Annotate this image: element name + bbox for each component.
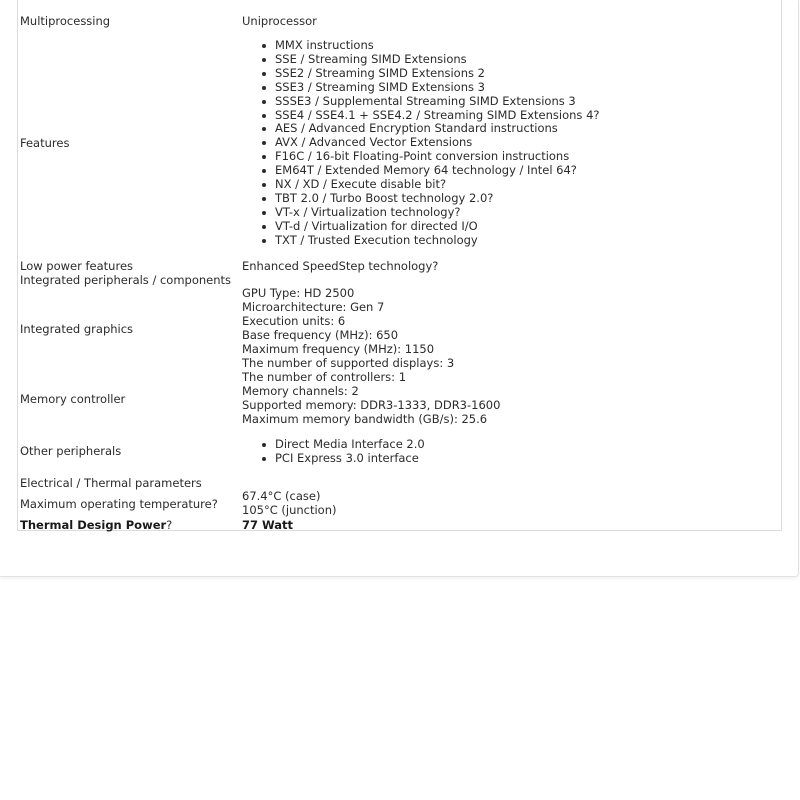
row-label: Integrated graphics [20,322,134,336]
row-label: Other peripherals [20,444,122,458]
graphics-displays: The number of supported displays: 3 [242,355,455,370]
list-item: AVX / Advanced Vector Extensions [275,136,600,150]
list-item: PCI Express 3.0 interface [275,452,425,466]
row-label: Features [20,136,70,150]
memory-bandwidth: Maximum memory bandwidth (GB/s): 25.6 [242,411,488,426]
list-item: AES / Advanced Encryption Standard instructions [275,122,600,136]
list-item: SSE4 / SSE4.1 + SSE4.2 / Streaming SIMD Extensions 4? [275,107,600,122]
graphics-microarchitecture: Microarchitecture: Gen 7 [242,299,385,314]
memory-values [242,371,500,427]
features-list [242,39,600,248]
list-item: TXT / Trusted Execution technology [275,234,600,248]
list-item: F16C / 16-bit Floating-Point conversion instructions [275,150,600,164]
tdp-value: 77 Watt [242,518,294,532]
tdp-label-suffix: ? [166,518,173,532]
temperature-values [242,490,336,518]
row-value: Uniprocessor [242,14,317,28]
graphics-values [242,287,454,371]
list-item: SSSE3 / Supplemental Streaming SIMD Extensions 3 [275,95,600,109]
peripherals-list [242,438,425,466]
row-label: Multiprocessing [20,14,111,28]
row-label: Low power features [20,259,134,273]
spec-table [17,0,782,531]
row-value: Enhanced SpeedStep technology? [242,259,439,273]
row-label: Memory controller [20,392,126,406]
list-item: VT-x / Virtualization technology? [275,206,600,220]
memory-controllers: The number of controllers: 1 [242,370,407,384]
graphics-max-frequency: Maximum frequency (MHz): 1150 [242,341,435,356]
row-label [20,518,172,532]
list-item: TBT 2.0 / Turbo Boost technology 2.0? [275,192,600,206]
memory-supported: Supported memory: DDR3-1333, DDR3-1600 [242,397,501,412]
graphics-gpu-type: GPU Type: HD 2500 [242,286,355,300]
list-item: EM64T / Extended Memory 64 technology / Intel 64? [275,164,600,178]
row-label: Maximum operating temperature? [20,497,218,511]
tdp-label: Thermal Design Power [20,518,167,532]
list-item: SSE / Streaming SIMD Extensions [275,53,600,67]
temperature-case: 67.4°C (case) [242,489,321,503]
list-item: SSE2 / Streaming SIMD Extensions 2 [275,67,600,81]
list-item: SSE3 / Streaming SIMD Extensions 3 [275,81,600,95]
list-item: MMX instructions [275,39,600,53]
temperature-junction: 105°C (junction) [242,502,337,517]
list-item: NX / XD / Execute disable bit? [275,178,600,192]
section-heading: Integrated peripherals / components [20,273,232,287]
memory-channels: Memory channels: 2 [242,383,359,398]
list-item: Direct Media Interface 2.0 [275,437,425,451]
graphics-base-frequency: Base frequency (MHz): 650 [242,327,399,342]
section-heading: Electrical / Thermal parameters [20,476,202,490]
list-item: VT-d / Virtualization for directed I/O [275,220,600,234]
graphics-execution-units: Execution units: 6 [242,313,346,328]
